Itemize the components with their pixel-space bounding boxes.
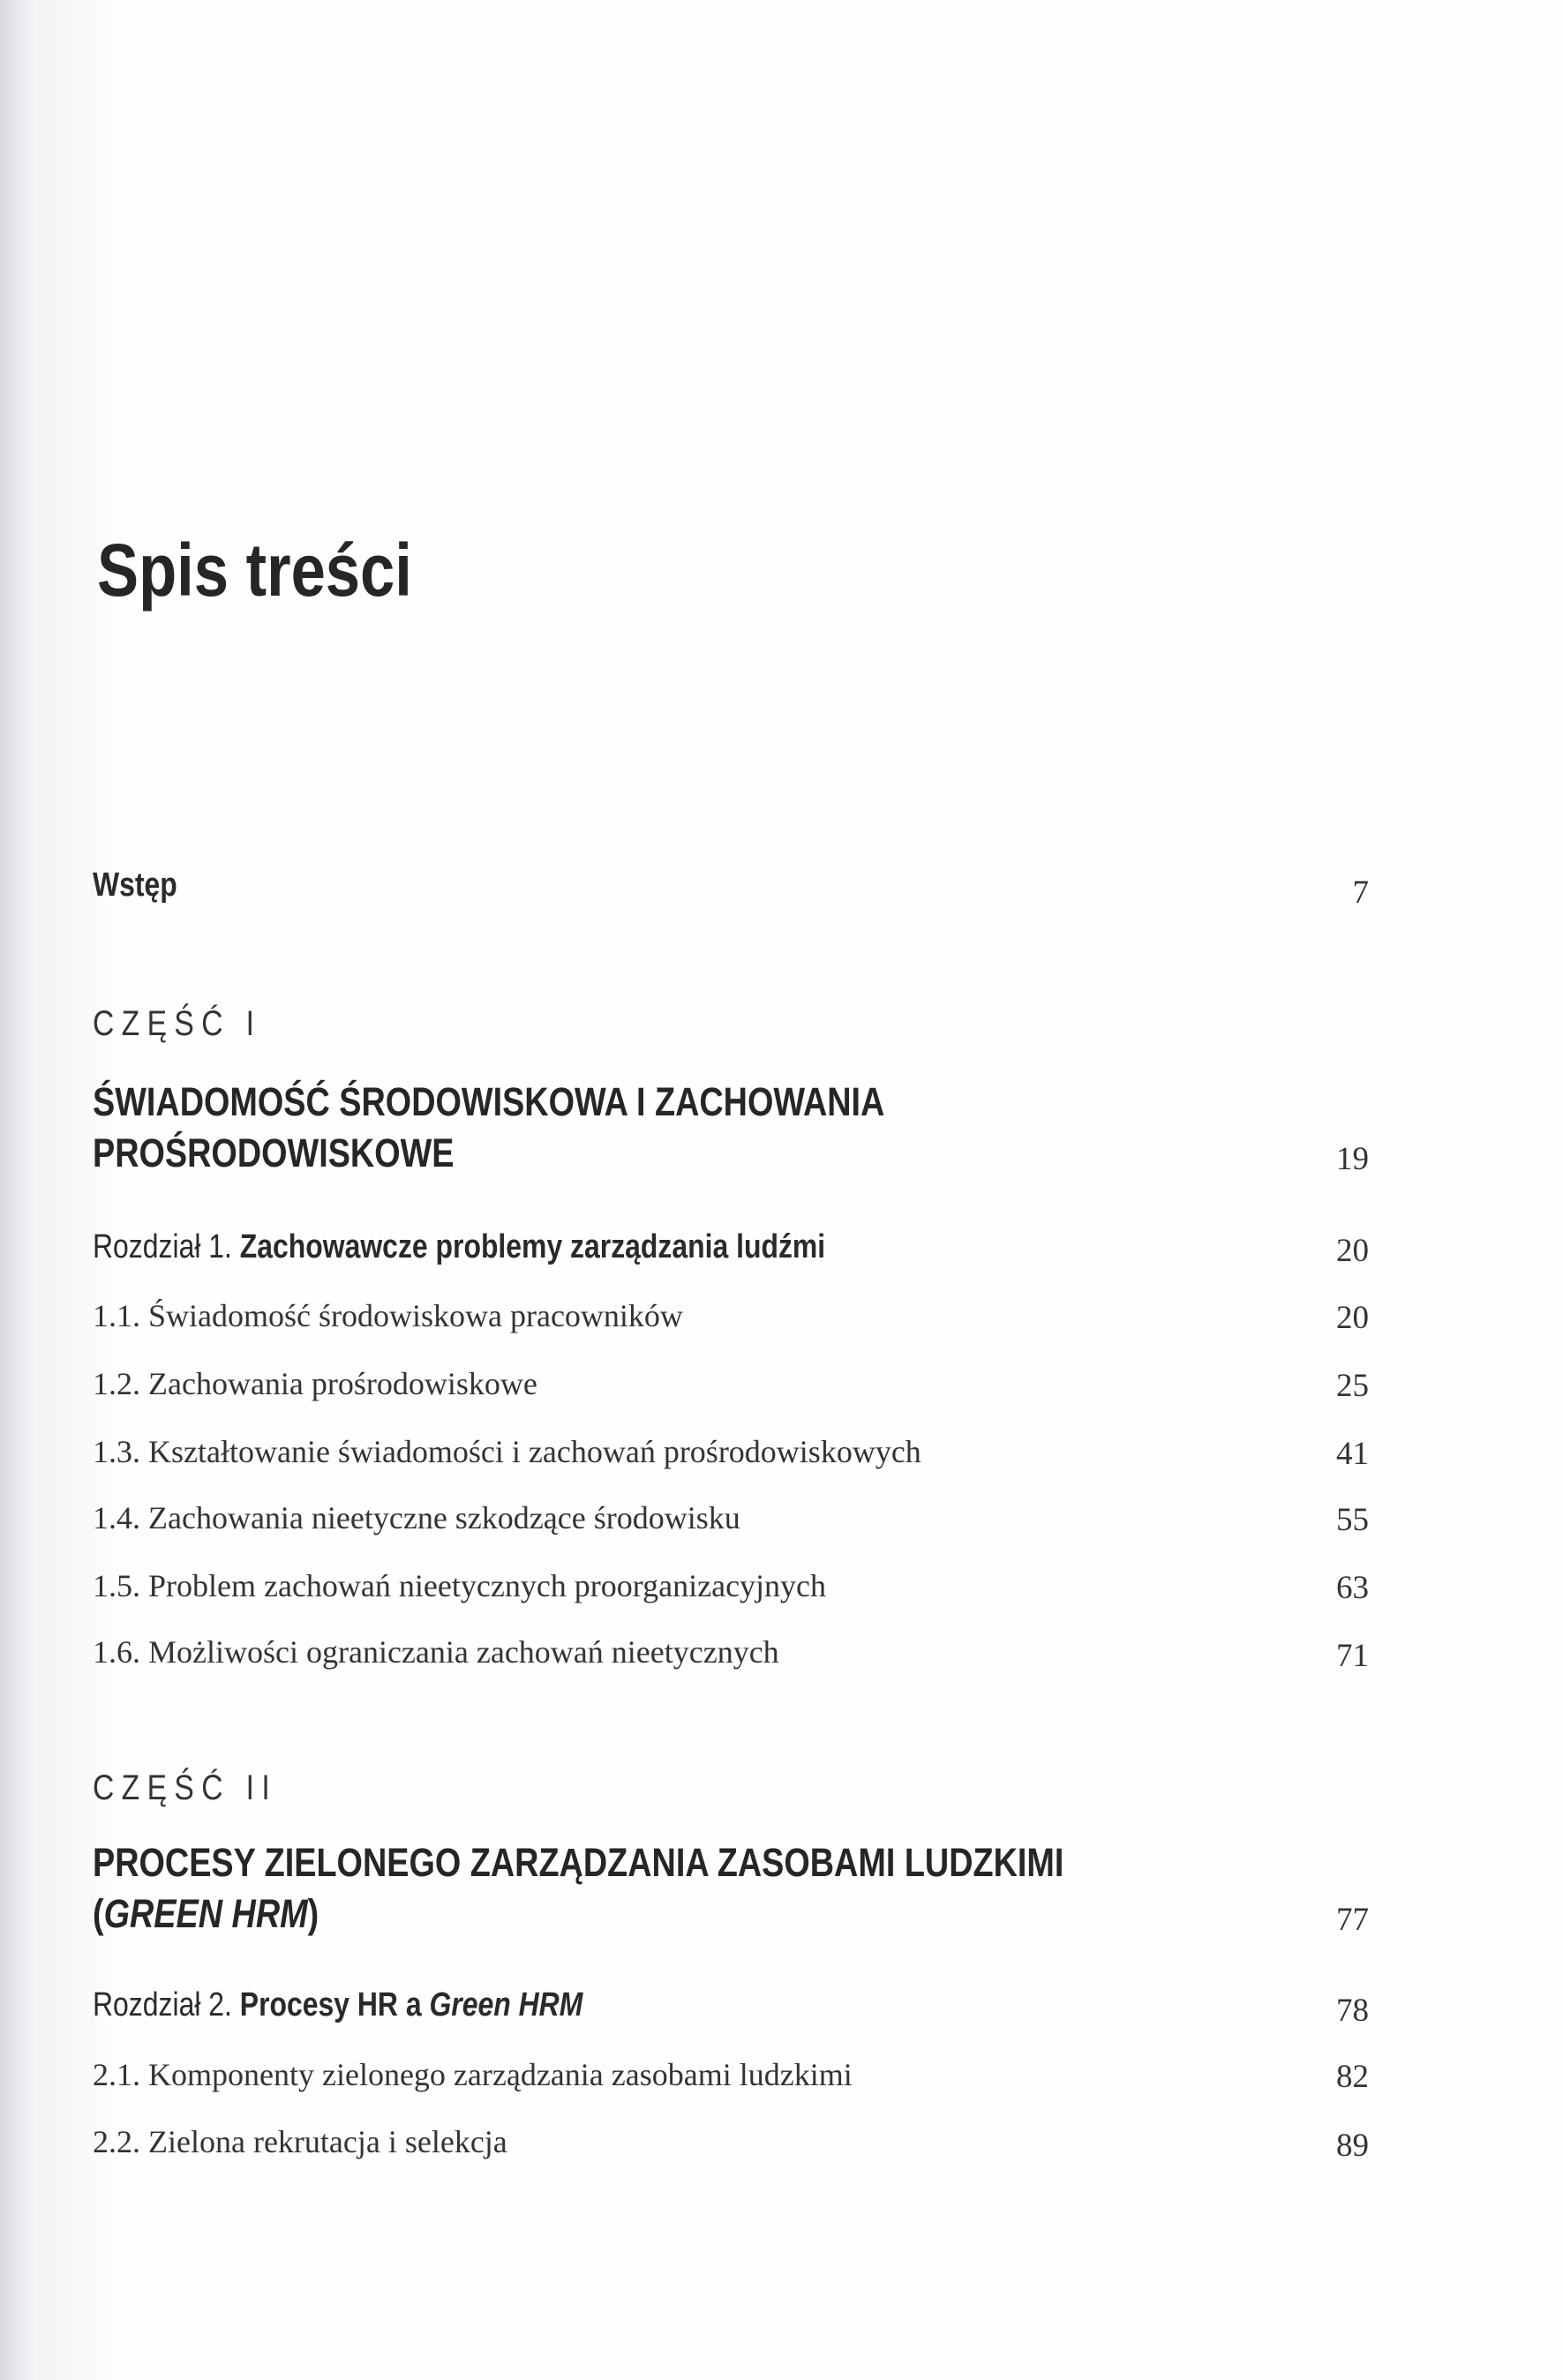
toc-entry-intro[interactable] [93,867,1369,911]
paren: ) [307,1891,319,1936]
page-gutter-shadow [0,0,39,2380]
part-heading-line1: PROCESY ZIELONEGO ZARZĄDZANIA ZASOBAMI LUDZKIMI [93,1840,1064,1885]
toc-entry-section[interactable] [93,2123,1369,2164]
toc-page: 89 [1336,2128,1369,2164]
toc-entry-section[interactable] [93,1567,1369,1604]
chapter-name-italic: Green HRM [429,1986,583,2023]
chapter-title [93,1228,825,1266]
page-title: Spis treści [97,529,412,612]
toc-label: 1.1. Świadomość środowiskowa pracowników [93,1298,683,1333]
toc-entry-chapter2[interactable] [93,1986,1369,2029]
toc-entry-section[interactable] [93,1297,1369,1334]
part-heading-line2 [93,1888,319,1940]
toc-page: 77 [1336,1902,1369,1938]
paren: ( [93,1891,104,1936]
toc-label: Wstęp [93,867,177,904]
toc-page: 41 [1336,1436,1369,1472]
toc-label: 1.5. Problem zachowań nieetycznych proorganizacyjnych [93,1568,827,1603]
toc-label: 2.2. Zielona rekrutacja i selekcja [93,2124,507,2159]
chapter-name: Zachowawcze problemy zarządzania ludźmi [239,1228,826,1265]
toc-label: 1.3. Kształtowanie świadomości i zachowań prośrodowiskowych [93,1434,921,1469]
toc-entry-part1[interactable] [93,1077,1369,1179]
chapter-name: Procesy HR a [239,1986,430,2023]
part-label [93,1768,1369,1808]
toc-label: 2.1. Komponenty zielonego zarządzania zasobami ludzkimi [93,2057,853,2092]
part-label-text: CZĘŚĆ I [93,1004,262,1043]
toc-page: 19 [1336,1141,1369,1177]
toc-page: 71 [1336,1638,1369,1674]
part-heading-line1: ŚWIADOMOŚĆ ŚRODOWISKOWA I ZACHOWANIA [93,1079,885,1124]
toc-entry-chapter1[interactable] [93,1228,1369,1269]
part-heading-italic: GREEN HRM [103,1891,308,1936]
chapter-prefix: Rozdział 2. [93,1986,232,2023]
chapter-title [93,1986,582,2024]
toc-page: 78 [1336,1993,1369,2029]
toc-page: 55 [1336,1502,1369,1538]
toc-label: 1.2. Zachowania prośrodowiskowe [93,1366,537,1401]
toc-entry-section[interactable] [93,2056,1369,2093]
toc-page: 7 [1352,875,1369,911]
toc-page: 20 [1336,1233,1369,1269]
toc-entry-section[interactable] [93,1499,1369,1536]
toc-label: 1.6. Możliwości ograniczania zachowań nieetycznych [93,1634,779,1670]
toc-entry-section[interactable] [93,1433,1369,1470]
toc-entry-section[interactable] [93,1365,1369,1402]
toc-page: 82 [1336,2059,1369,2095]
toc-page: 25 [1336,1368,1369,1404]
toc-label: 1.4. Zachowania nieetyczne szkodzące środowisku [93,1500,740,1535]
chapter-prefix: Rozdział 1. [93,1228,232,1265]
toc-entry-section[interactable] [93,1633,1369,1674]
part-heading-line2: PROŚRODOWISKOWE [93,1130,455,1175]
toc-page: 20 [1336,1300,1369,1336]
part-label-text: CZĘŚĆ II [93,1768,278,1807]
toc-page: 63 [1336,1570,1369,1606]
part-label [93,1004,1369,1044]
toc-entry-part2[interactable] [93,1837,1369,1940]
